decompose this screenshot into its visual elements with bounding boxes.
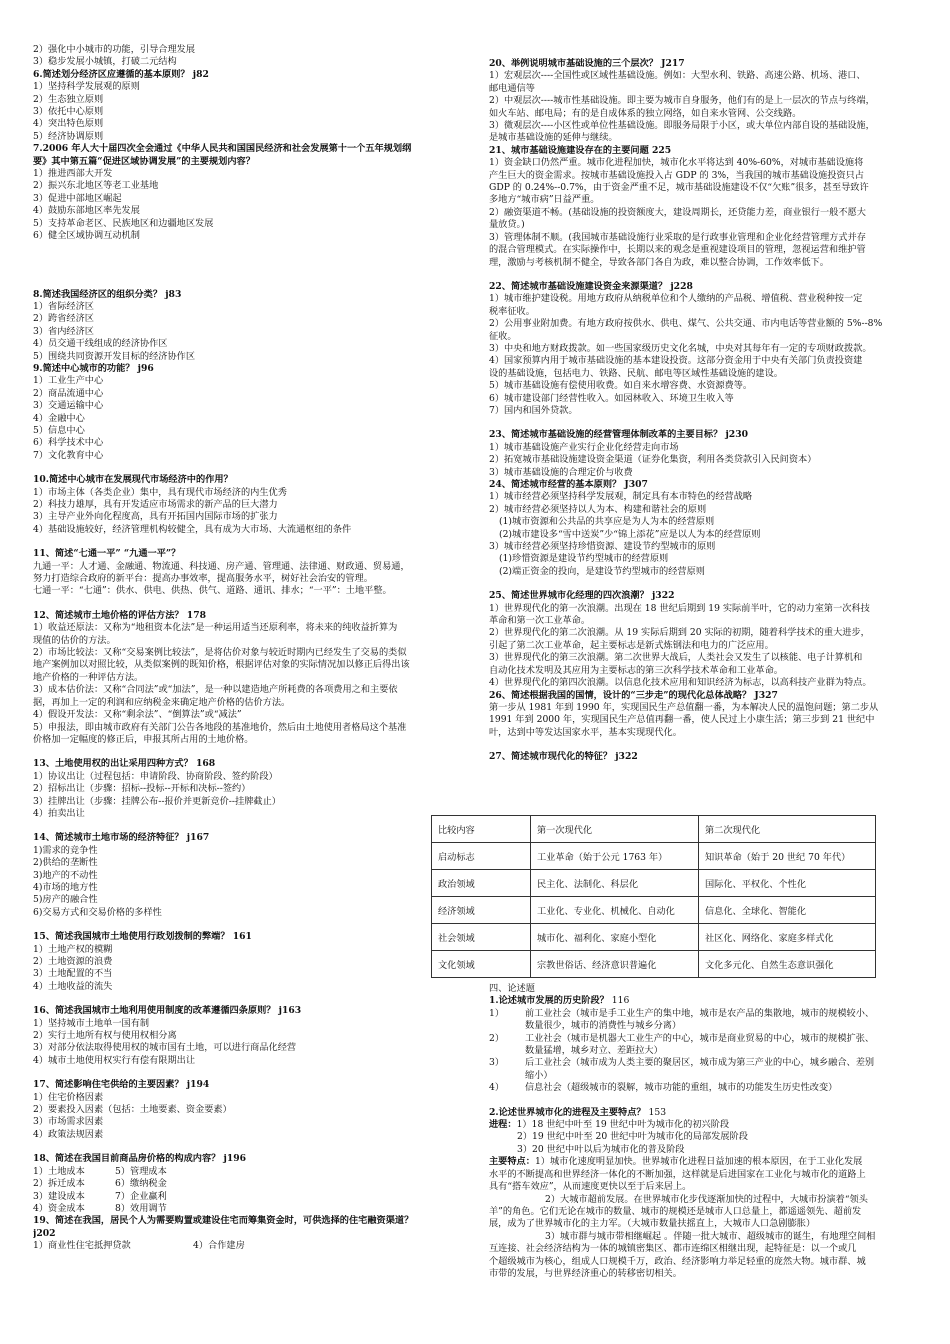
list-item: 5）信息中心 xyxy=(33,424,85,436)
table-cell: 启动标志 xyxy=(432,843,531,870)
text-line: 的混合管理模式。在实际操作中，长期以来的观念是重视建设项目的管理，忽视运营和维护管 xyxy=(489,244,866,256)
question-27-title: 27、简述城市现代化的特征？ j322 xyxy=(489,751,638,763)
list-item: 3）20 世纪中叶以后为城市化的普及阶段 xyxy=(517,1143,685,1155)
list-item: 3）交通运输中心 xyxy=(33,400,104,412)
list-item: 2）跨省经济区 xyxy=(33,313,94,325)
list-item: 2）振兴东北地区等老工业基地 xyxy=(33,180,159,192)
list-item: 2）招标出让（步骤：招标--投标--开标和决标--签约） xyxy=(33,783,251,795)
question-23-title: 23、简述城市基础设施的经营管理体制改革的主要目标？ j230 xyxy=(489,429,748,441)
text-line: 是城市基础设施的延伸与继续。 xyxy=(489,132,618,144)
text-line: 4）假设开发法：又称“剩余法”、“倒算法”或“减法” xyxy=(33,709,242,721)
table-cell: 城市化、福利化、家庭小型化 xyxy=(531,924,699,951)
section-heading: 四、论述题 xyxy=(489,983,535,994)
list-item: 4）合作建房 xyxy=(193,1240,245,1252)
text-line xyxy=(489,1119,917,1131)
text-line: 据，再加上一定的利润和应纳税金来确定地产价格的估价方法。 xyxy=(33,696,291,708)
list-item: 1）住宅价格因素 xyxy=(33,1091,104,1103)
question-12-title: 12、简述城市土地价格的评估方法？ 178 xyxy=(33,609,206,621)
text-line: 2）融资渠道不畅。(基础设施的投资额度大，建设周期长，还贷能力差，商业银行一般不愿大 xyxy=(489,206,866,218)
text-line: 后工业社会（城市成为人类主要的聚居区，城市成为第三产业的中心，城乡融合、差别 xyxy=(525,1057,875,1069)
list-item: 2）生态独立原则 xyxy=(33,93,104,105)
list-item: 5)房产的融合性 xyxy=(33,894,98,906)
question-8-title: 8.简述我国经济区的组织分类？ j83 xyxy=(33,288,182,300)
table-row xyxy=(432,924,876,951)
table-header-row xyxy=(432,816,876,843)
question-19-title-cont: j202 xyxy=(33,1227,56,1239)
table-cell: 文化多元化、自然生态意识强化 xyxy=(699,951,876,978)
list-item: 3）城市基础设施的合理定价与收费 xyxy=(489,466,633,478)
table-row xyxy=(432,951,876,978)
essay-1-title-text: 1.论述城市发展的历史阶段？ xyxy=(489,995,609,1007)
text-line: 邮电通信等 xyxy=(489,82,535,94)
list-item: 6）缴纳税金 xyxy=(115,1178,167,1190)
text-line: 税率征收。 xyxy=(489,305,535,317)
list-item: 2）商品流通中心 xyxy=(33,387,104,399)
list-item: 5）围绕共同资源开发目标的经济协作区 xyxy=(33,350,196,362)
list-item: 7）文化教育中心 xyxy=(33,449,104,461)
text-line: 产生巨大的资金需求。按城市基础设施投入占 GDP 的 3%，当我国的城市基础设施投资只占 xyxy=(489,169,864,181)
table-row xyxy=(432,843,876,870)
text-line: 叶，达到中等发达国家水平，基本实现现代化。 xyxy=(489,726,682,738)
text-line: 羊”的角色。它们无论在城市的数量、城市的规模还是城市人口总量上，都遥遥领先、超前发 xyxy=(489,1205,862,1217)
table-cell: 社会领域 xyxy=(432,924,531,951)
table-header-cell: 比较内容 xyxy=(432,816,531,843)
table-cell: 社区化、网络化、家庭多样式化 xyxy=(699,924,876,951)
list-item: 8）效用调节 xyxy=(115,1202,167,1214)
list-item: 5）经济协调原则 xyxy=(33,130,104,142)
list-item: 2）土地资源的浪费 xyxy=(33,956,113,967)
question-19-title: 19、简述在我国，居民个人为需要购置或建设住宅而筹集资金时，可供选择的住宅融资渠道？ xyxy=(33,1215,414,1227)
text-line: 1）资金缺口仍然严重。城市化进程加快，城市化水平将达到 40%-60%，对城市基础设施将 xyxy=(489,157,864,169)
question-15-title: 15、简述我国城市土地使用行政划拨制的弊端？ 161 xyxy=(33,931,252,943)
question-26-title: 26、简述根据我国的国情，设计的“三步走”的现代化总体战略？ J327 xyxy=(489,689,778,701)
list-item: 3）对部分依法取得使用权的城市国有土地，可以进行商品化经营 xyxy=(33,1042,297,1054)
text-line: 4）国家预算内用于城市基础设施的基本建设投资。这部分资金用于中央有关部门负责投资建 xyxy=(489,355,863,367)
table-cell: 工业化、专业化、机械化、自动化 xyxy=(531,897,699,924)
text-line: 5）城市基础设施有偿使用收费。如自来水增容费、水资源费等。 xyxy=(489,380,753,392)
text-line: (1)城市资源和公共品的共享应是为人为本的经营原则 xyxy=(499,516,715,528)
text-line: 量放贷。) xyxy=(489,219,525,231)
list-item: 3）依托中心原则 xyxy=(33,106,104,118)
list-item: 1）市场主体（各类企业）集中，具有现代市场经济的内生优秀 xyxy=(33,486,287,498)
feature-label: 主要特点： xyxy=(489,1156,535,1168)
table-cell: 经济领域 xyxy=(432,897,531,924)
list-row xyxy=(33,1191,445,1203)
text-line: 九通一平：人才通、金融通、物流通、科技通、房产通、管理通、法律通、财政通、贸易通， xyxy=(33,560,410,572)
text-line: 具有“搭车效应”，从而速度更快以至于后来居上。 xyxy=(489,1181,692,1193)
item-number: 1） xyxy=(489,1007,505,1019)
item-text xyxy=(525,1082,917,1094)
list-item: 1）坚持科学发展观的原则 xyxy=(33,81,140,93)
question-20-title: 20、举例说明城市基础设施的三个层次？ J217 xyxy=(489,58,685,69)
list-item: 1）省际经济区 xyxy=(33,300,94,312)
text-line: 1）收益还原法：又称为“地租资本化法”是一种运用适当还原利率，将未来的纯收益折算为 xyxy=(33,622,398,634)
text-line: 2）中观层次----城市性基础设施。即主要为城市自身服务，他们有的是上一层次的节点与终端， xyxy=(489,95,875,107)
list-item: 4）突出特色原则 xyxy=(33,118,104,130)
question-9-title: 9.简述中心城市的功能？ j96 xyxy=(33,362,154,374)
text-line: 3）中央和地方财政拨款。如一些国家级历史文化名城，中央对其每年有一定的专项财政拨款。 xyxy=(489,342,872,354)
text-line: 4）世界现代化的第四次浪潮。以信息化技术应用和知识经济为标志，以高科技产业群为特点。 xyxy=(489,677,872,689)
text-line: 3）稳步发展小城镇，打破二元结构 xyxy=(33,56,177,68)
text-line: 3）城市群与城市带相继崛起 。伴随一批大城市、超级城市的诞生，有地理空间相 xyxy=(545,1230,876,1242)
list-item: 1）城市基础设施产业实行企业化经营走向市场 xyxy=(489,441,679,453)
text-line: 信息社会（超级城市的裂解，城市功能的重组，城市的功能发生历史性改变） xyxy=(525,1082,838,1094)
list-row xyxy=(33,1240,445,1252)
list-item xyxy=(489,1082,917,1094)
text-line: 引起了第二次工业革命，起主要标志是新式炼钢法和电力的广泛应用。 xyxy=(489,639,774,651)
list-item: 5）管理成本 xyxy=(115,1165,167,1177)
text-line: 3）管理体制不顺。(我国城市基础设施行业采取的是行政事业管理和企业化经营管理方式并存 xyxy=(489,231,866,243)
list-item: 2）科技力雄厚，具有开发适应市场需求的新产品的巨大潜力 xyxy=(33,499,278,510)
question-11-title: 11、简述“七通一平” “九通一平”？ xyxy=(33,548,181,560)
list-item: 1）坚持城市土地单一国有制 xyxy=(33,1017,150,1029)
question-6-title: 6.简述划分经济区应遵循的基本原则？ j82 xyxy=(33,68,209,80)
table-cell: 政治领域 xyxy=(432,870,531,897)
question-22-title: 22、简述城市基础设施建设资金来源渠道？ j228 xyxy=(489,280,693,292)
essay-2-title-text: 2.论述世界城市化的进程及主要特点？ xyxy=(489,1106,646,1118)
list-item: 4）政策法规因素 xyxy=(33,1128,104,1140)
list-item: 6）健全区域协调互动机制 xyxy=(33,230,140,242)
essay-1-title xyxy=(489,995,917,1007)
item-text xyxy=(525,1057,917,1082)
question-7-title-cont: 要》其中第五篇“促进区域协调发展”的主要规划内容？ xyxy=(33,155,255,167)
text-line: 多地方“城市病”日益严重。 xyxy=(489,194,600,206)
list-item: 2）19 世纪中叶至 20 世纪中叶为城市化的局部发展阶段 xyxy=(517,1131,748,1143)
question-16-title: 16、简述我国城市土地利用使用制度的改革遵循四条原则？ j163 xyxy=(33,1005,302,1017)
text-line: 1）城市化速度明显加快。世界城市化进程日益加速的根本原因，在于工业化发展 xyxy=(534,1156,863,1168)
list-item: 4）城市土地使用权实行有偿有限期出让 xyxy=(33,1054,196,1066)
list-item: 3）市场需求因素 xyxy=(33,1116,104,1128)
text-line: 3）城市经营必须坚持珍惜资源、建设节约型城市的原则 xyxy=(489,541,716,553)
right-column xyxy=(489,58,917,764)
list-row xyxy=(33,1178,445,1190)
list-item xyxy=(489,1057,917,1082)
list-item: 4）拍卖出让 xyxy=(33,807,85,819)
list-item: 4)市场的地方性 xyxy=(33,881,98,893)
question-7-title: 7.2006 年人大十届四次全会通过《中华人民共和国国民经济和社会发展第十一个五年规划纲 xyxy=(33,143,412,155)
process-label: 进程： xyxy=(489,1119,517,1131)
text-line: 第一步从 1981 年到 1990 年，实现国民生产总值翻一番，为本解决人民的温饱问题；第二步从 xyxy=(489,701,879,713)
question-17-title: 17、简述影响住宅供给的主要因素？ j194 xyxy=(33,1079,210,1091)
list-item: 1）商业性住宅抵押贷款 xyxy=(33,1240,131,1252)
text-line: 1）世界现代化的第一次浪潮。出现在 18 世纪后期到 19 实际前半叶，它的动力室第一次科技 xyxy=(489,602,870,614)
item-number: 4） xyxy=(489,1082,505,1094)
text-line: 2）强化中小城市的功能，引导合理发展 xyxy=(33,44,196,55)
text-line: 工业社会（城市是机器大工业生产的中心，城市是商业贸易的中心，城市的规模扩张、 xyxy=(525,1032,875,1044)
table-cell: 民主化、法制化、科层化 xyxy=(531,870,699,897)
text-line: 展，成为了世界城市化的主力军。（大城市数量扶摇直上，大城市人口急剧膨胀） xyxy=(489,1218,816,1230)
text-line: 1）城市维护建设税。用地方政府从纳税单位和个人缴纳的产品税、增值税、营业税种按一定 xyxy=(489,293,863,305)
text-line: 1）宏观层次----全国性或区域性基础设施。例如：大型水利、铁路、高速公路、机场、港口、 xyxy=(489,70,866,82)
list-item: 2）要素投入因素（包括：土地要素、资金要素） xyxy=(33,1104,232,1116)
essay-2-title xyxy=(489,1107,917,1119)
modernization-comparison-table xyxy=(431,815,876,978)
list-item: 6）科学技术中心 xyxy=(33,437,104,449)
item-text xyxy=(525,1033,917,1058)
list-item: 4）土地收益的流失 xyxy=(33,980,113,992)
list-item: 4）基础设施较好，经济管理机构较健全，具有成为大市场、大流通枢纽的条件 xyxy=(33,523,352,535)
text-line: 3）微观层次----小区性或单位性基础设施。即服务局限于小区，或大单位内部自设的基础设施， xyxy=(489,120,875,132)
text-line: 前工业社会（城市是手工业生产的集中地，城市是农产品的集散地，城市的规模较小、 xyxy=(525,1007,875,1019)
question-14-title: 14、简述城市土地市场的经济特征？ j167 xyxy=(33,832,210,844)
text-line: 1）城市经营必须坚持科学发展观，制定具有本市特色的经营战略 xyxy=(489,491,753,503)
text-line: 3）世界现代化的第三次浪潮。第二次世界大战后，人类社会又发生了以核能、电子计算机和 xyxy=(489,652,863,664)
list-item: 1）18 世纪中叶至 19 世纪中叶为城市化的初兴阶段 xyxy=(516,1119,730,1131)
question-13-title: 13、土地使用权的出让采用四种方式？ 168 xyxy=(33,758,216,770)
text-line: 理，激励与考核机制不健全，导致各部门各自为政，难以整合协调，工作效率低下。 xyxy=(489,256,829,268)
table-cell: 知识革命（始于 20 世纪 70 年代） xyxy=(699,843,876,870)
question-25-title: 25、简述世界城市化经理的四次浪潮？ j322 xyxy=(489,590,675,602)
table-cell: 信息化、全球化、智能化 xyxy=(699,897,876,924)
text-line: 自动化技术发明及其应用为主要标志的第三次科学技术革命和工业革命。 xyxy=(489,664,783,676)
list-item: 1)需求的竞争性 xyxy=(33,844,98,856)
text-line: 7）国内和国外贷款。 xyxy=(489,404,578,416)
page-ref: 116 xyxy=(611,995,630,1007)
text-line: 努力打造综合政府的新平台：提高办事效率，提高服务水平，树好社会治安的管理。 xyxy=(33,573,373,585)
list-item: 7）企业赢利 xyxy=(115,1190,167,1202)
text-line: 2）公用事业附加费。有地方政府按供水、供电、煤气、公共交通、市内电话等营业额的 5%--8% xyxy=(489,318,883,330)
question-18-title: 18、简述在我国目前商品房价格的构成内容？ j196 xyxy=(33,1153,247,1165)
text-line: 个超级城市为核心，组成人口规模千万，政治、经济影响力举足轻重的庞然大物。城市群、城 xyxy=(489,1255,866,1267)
list-item: 3）促进中部地区崛起 xyxy=(33,192,122,204)
text-line: GDP 的 0.24%--0.7%，由于资金严重不足，城市基础设施建设不仅“欠账”很多，甚至导致许 xyxy=(489,182,869,194)
text-line: 数量很少，城市的消费性与城乡分离） xyxy=(525,1020,682,1032)
text-line xyxy=(489,1156,917,1168)
list-item: 2）拆迁成本 xyxy=(33,1178,85,1190)
text-line: 数量猛增，城乡对立、差距拉大） xyxy=(525,1045,663,1057)
text-line: 革命和第一次工业革命。 xyxy=(489,615,591,627)
item-number: 3） xyxy=(489,1057,505,1069)
question-10-title: 10.简述中心城市在发展现代市场经济中的作用？ xyxy=(33,474,233,486)
text-line: (2)端正资金的投向，是建设节约型城市的经营原则 xyxy=(499,565,705,577)
text-line: 地产价格的一种评估方法。 xyxy=(33,671,144,683)
text-line: 2）城市经营必须坚持以人为本、构建和谐社会的原则 xyxy=(489,503,707,515)
table-header-cell: 第二次现代化 xyxy=(699,816,876,843)
page-ref: 153 xyxy=(648,1106,667,1118)
list-item: 4）鼓励东部地区率先发展 xyxy=(33,205,140,217)
list-row xyxy=(33,1166,445,1178)
list-item: 3）主导产业外向化程度高，具有开拓国内国际市场的扩张力 xyxy=(33,511,278,523)
list-item: 2）实行土地所有权与使用权相分离 xyxy=(33,1030,177,1042)
list-item: 3）建设成本 xyxy=(33,1190,85,1202)
text-line: 缩小） xyxy=(525,1069,553,1081)
table-cell: 文化领域 xyxy=(432,951,531,978)
list-item: 1）工业生产中心 xyxy=(33,375,104,387)
table-cell: 宗教世俗话、经济意识普遍化 xyxy=(531,951,699,978)
table-header-cell: 第一次现代化 xyxy=(531,816,699,843)
list-item: 6)交易方式和交易价格的多样性 xyxy=(33,906,162,918)
text-line: 市带的发展，与世界经济重心的转移密切相关。 xyxy=(489,1267,682,1279)
table-row xyxy=(432,897,876,924)
text-line: 互连接、社会经济结构为一体的城镇密集区、都市连绵区相继出现，起特征是：以一个或几 xyxy=(489,1243,857,1255)
text-line: 七通一平：“七通”：供水、供电、供热、供气、道路、通讯、排水；“一平”：土地平整。 xyxy=(33,585,392,597)
text-line: (1)珍惜资源是建设节约型城市的经营原则 xyxy=(499,553,669,565)
text-line: 地产案例加以对照比较，从类似案例的既知价格，根据评估对象的实际情况加以修正后得出该 xyxy=(33,659,410,671)
table-row xyxy=(432,870,876,897)
list-item: 2）拓宽城市基础设施建设资金渠道（证券化集资，利用各类贷款引入民间资本） xyxy=(489,454,817,466)
text-line: 征收。 xyxy=(489,330,517,342)
item-number: 2） xyxy=(489,1032,505,1044)
list-item: 3）挂牌出让（步骤：挂牌公布--报价并更新竞价--挂牌截止） xyxy=(33,795,281,807)
question-24-title: 24、简述城市经营的基本原则？ J307 xyxy=(489,479,648,490)
list-item: 3）省内经济区 xyxy=(33,325,94,337)
list-item: 4）金融中心 xyxy=(33,412,85,424)
list-item: 4）员交通干线组成的经济协作区 xyxy=(33,338,168,350)
item-text xyxy=(525,1008,917,1033)
list-item xyxy=(489,1033,917,1058)
text-line: 水平的不断提高和世界经济一体化的不断加强，这样就是后进国家在工业化与城市化的道路上 xyxy=(489,1168,866,1180)
question-21-title: 21、城市基础设施建设存在的主要问题 225 xyxy=(489,144,672,156)
text-line: 1991 年到 2000 年，实现国民生产总值再翻一番，使人民过上小康生活；第三步到 21 世纪中 xyxy=(489,714,875,726)
text-line: 3）成本估价法：又称“合同法”或“加法”，是一种以建造地产所耗费的各项费用之和主要依 xyxy=(33,684,398,696)
list-item: 5）支持革命老区、民族地区和边疆地区发展 xyxy=(33,217,214,229)
text-line: 2）市场比较法：又称“交易案例比较法”，是将估价对象与较近时期内已经发生了交易的类似 xyxy=(33,647,407,659)
text-line: 如火车站、邮电局；有的是自成体系的独立网络，如自来水管网、公交线路。 xyxy=(489,107,802,119)
left-column xyxy=(33,44,445,1253)
list-item xyxy=(489,1008,917,1033)
list-item: 2)供给的垄断性 xyxy=(33,857,98,869)
essay-section xyxy=(489,983,917,1280)
list-item: 3)地产的不动性 xyxy=(33,869,98,881)
list-item: 1）土地成本 xyxy=(33,1165,85,1177)
text-line: 设的基础设施，包括电力、铁路、民航、邮电等区域性基础设施的建设。 xyxy=(489,367,783,379)
list-item: 1）协议出让（过程包括：申请阶段、协商阶段、签约阶段） xyxy=(33,770,278,782)
list-item: 1）推进西部大开发 xyxy=(33,168,113,180)
table-cell: 国际化、平权化、个性化 xyxy=(699,870,876,897)
text-line: (2)城市建设多“雪中送炭”少“锦上添花”应是以人为本的经营原则 xyxy=(499,528,761,540)
list-item: 4）资金成本 xyxy=(33,1202,85,1214)
text-line: 价格加一定幅度的修正后，申报其所占用的土地价格。 xyxy=(33,733,254,745)
text-line: 5）申报法，即由城市政府有关部门公告各地段的基准地价，然后由土地使用者格局这个基准 xyxy=(33,721,407,733)
text-line: 2）世界现代化的第二次浪潮。从 19 实际后期到 20 实际的初期，随着科学技术的重大进步， xyxy=(489,627,870,639)
list-item: 3）土地配置的不当 xyxy=(33,968,113,980)
table-cell: 工业革命（始于公元 1763 年） xyxy=(531,843,699,870)
text-line: 2）大城市超前发展。在世界城市化步伐逐渐加快的过程中，大城市扮演着“领头 xyxy=(545,1193,868,1205)
text-line: 现值的估价的方法。 xyxy=(33,634,116,646)
list-row xyxy=(33,1203,445,1215)
text-line: 6）城市建设部门经营性收入。如园林收入、环境卫生收入等 xyxy=(489,392,734,404)
list-item: 1）土地产权的模糊 xyxy=(33,943,113,955)
